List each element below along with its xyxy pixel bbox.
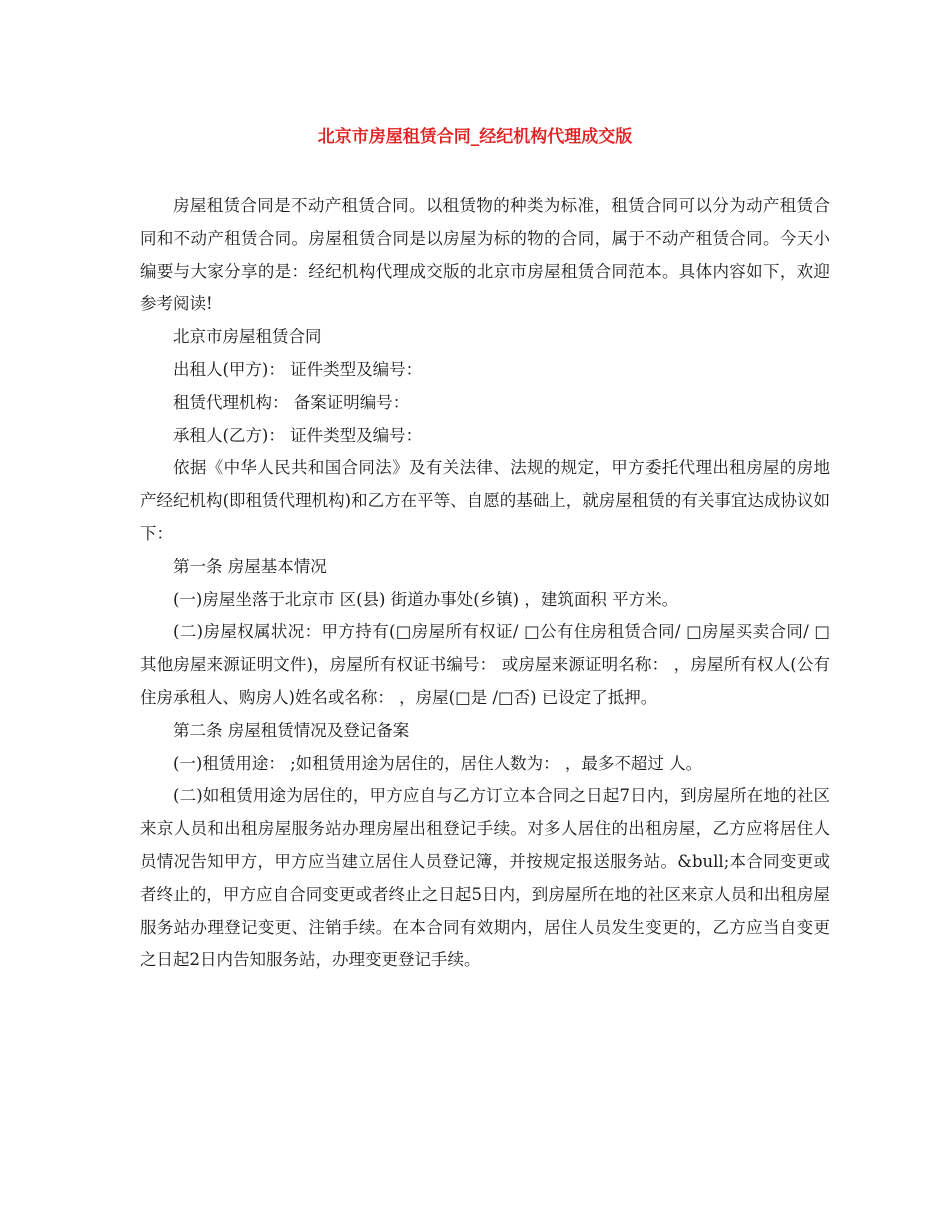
paragraph-intro: 房屋租赁合同是不动产租赁合同。以租赁物的种类为标准，租赁合同可以分为动产租赁合同和不动产租赁合同。房屋租赁合同是以房屋为标的物的合同，属于不动产租赁合同。今天小编要与大家分享的是：经纪机构代理成交版的北京市房屋租赁合同范本。具体内容如下，欢迎参考阅读! bbox=[140, 196, 830, 314]
article-2-clause-2: (二)如租赁用途为居住的，甲方应自与乙方订立本合同之日起7日内，到房屋所在地的社区来京人员和出租房屋服务站办理房屋出租登记手续。对多人居住的出租房屋，乙方应将居住人员情况告知甲方，甲方应当建立居住人员登记簿，并按规定报送服务站。&bull;本合同变更或者终止的，甲方应自合同变更或者终止之日起5日内，到房屋所在地的社区来京人员和出租房屋服务站办理登记变更、注销手续。在本合同有效期内，居住人员发生变更的，乙方应当自变更之日起2日内告知服务站，办理变更登记手续。 bbox=[140, 786, 830, 970]
paragraph-agency: 租赁代理机构： 备案证明编号： bbox=[173, 392, 410, 412]
article-1-clause-1: (一)房屋坐落于北京市 区(县) 街道办事处(乡镇) ，建筑面积 平方米。 bbox=[173, 589, 679, 609]
paragraph-lessee: 承租人(乙方)： 证件类型及编号： bbox=[173, 425, 423, 445]
document-title: 北京市房屋租赁合同_经纪机构代理成交版 bbox=[317, 127, 633, 147]
article-2-heading: 第二条 房屋租赁情况及登记备案 bbox=[173, 720, 410, 740]
article-1-heading: 第一条 房屋基本情况 bbox=[173, 556, 327, 576]
document-body bbox=[140, 190, 830, 977]
article-1-clause-2: (二)房屋权属状况：甲方持有(□房屋所有权证/ □公有住房租赁合同/ □房屋买卖合同/ □其他房屋来源证明文件)，房屋所有权证书编号： 或房屋来源证明名称： ，房屋所有权人(公有住房承租人、购房人)姓名或名称： ，房屋(□是 /□否) 已设定了抵押。 bbox=[140, 622, 830, 707]
paragraph-basis: 依据《中华人民共和国合同法》及有关法律、法规的规定，甲方委托代理出租房屋的房地产经纪机构(即租赁代理机构)和乙方在平等、自愿的基础上，就房屋租赁的有关事宜达成协议如下： bbox=[140, 458, 830, 543]
paragraph-lessor: 出租人(甲方)： 证件类型及编号： bbox=[173, 359, 423, 379]
paragraph-contract-name: 北京市房屋租赁合同 bbox=[173, 327, 322, 347]
article-2-clause-1: (一)租赁用途： ;如租赁用途为居住的，居住人数为： ，最多不超过 人。 bbox=[173, 753, 703, 773]
